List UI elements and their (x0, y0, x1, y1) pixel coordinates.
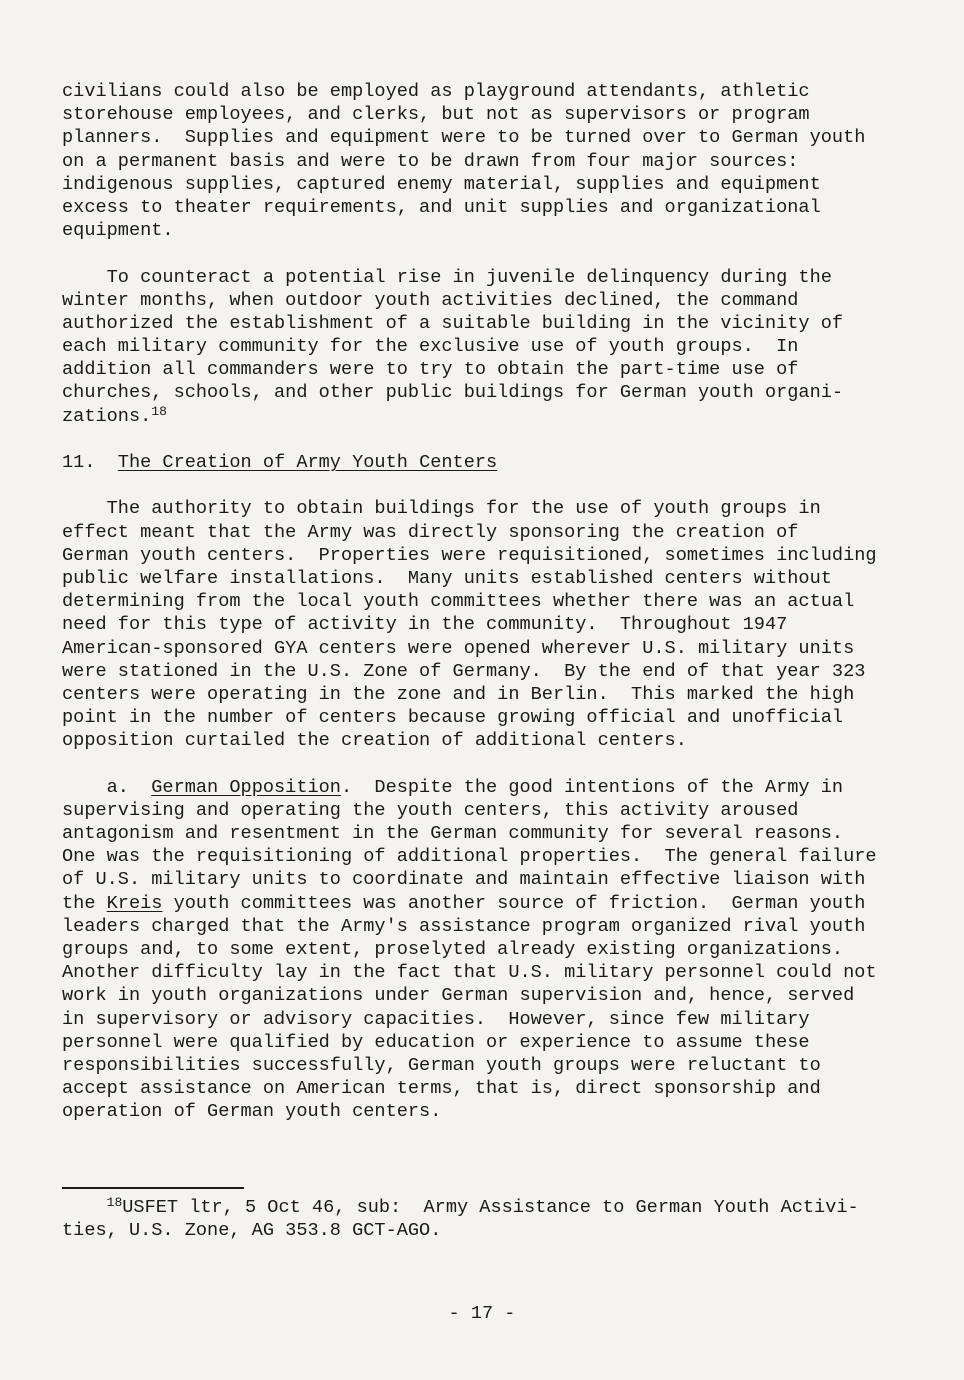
text-line: on a permanent basis and were to be drawn from four major sources: (62, 150, 799, 172)
text-line (62, 405, 932, 428)
footnote-line: ties, U.S. Zone, AG 353.8 GCT-AGO. (62, 1220, 442, 1242)
text-line (62, 776, 932, 799)
text-line: operation of German youth centers. (62, 1101, 442, 1123)
section-title: The Creation of Army Youth Centers (117, 452, 498, 473)
text-line: winter months, when outdoor youth activities declined, the command (62, 289, 799, 311)
text-line: The authority to obtain buildings for the use of youth groups in (62, 498, 821, 520)
text-line: work in youth organizations under German supervision and, hence, served (62, 985, 855, 1007)
subsection-heading: German Opposition (151, 776, 341, 798)
subsection-prefix: a. (62, 776, 152, 798)
text-line: each military community for the exclusive use of youth groups. In (62, 336, 799, 358)
text-line: effect meant that the Army was directly sponsoring the creation of (62, 521, 799, 543)
text-fragment: zations. (62, 405, 152, 427)
text-line: authorized the establishment of a suitable building in the vicinity of (62, 312, 844, 334)
footnote-reference: 18 (151, 403, 167, 419)
centers-paragraph (62, 497, 932, 752)
text-line: supervising and operating the youth centers, this activity aroused (62, 799, 799, 821)
text-line: of U.S. military units to coordinate and maintain effective liaison with (62, 869, 866, 891)
text-line: excess to theater requirements, and unit supplies and organizational (62, 196, 821, 218)
page-number: - 17 - (448, 1303, 516, 1324)
section-heading (62, 451, 932, 474)
text-line: equipment. (62, 220, 174, 242)
text-line: addition all commanders were to try to obtain the part-time use of (62, 359, 799, 381)
text-line (62, 892, 932, 915)
section-number: 11. (62, 452, 118, 473)
text-line: antagonism and resentment in the German community for several reasons. (62, 823, 844, 844)
opposition-paragraph (62, 776, 932, 1124)
top-paragraph (62, 80, 932, 242)
footnote-line (62, 1196, 932, 1219)
text-line: planners. Supplies and equipment were to be turned over to German youth (62, 127, 866, 149)
text-line: To counteract a potential rise in juvenile delinquency during the (62, 266, 832, 288)
text-line: responsibilities successfully, German youth groups were reluctant to (62, 1054, 821, 1076)
text-line: were stationed in the U.S. Zone of Germany. By the end of that year 323 (62, 660, 866, 682)
text-line: One was the requisitioning of additional properties. The general failure (62, 846, 877, 868)
text-fragment: . Despite the good intentions of the Army in (340, 776, 844, 798)
text-line: need for this type of activity in the community. Throughout 1947 (62, 614, 788, 636)
counteract-paragraph (62, 266, 932, 428)
text-line: in supervisory or advisory capacities. However, since few military (62, 1008, 810, 1030)
text-fragment: youth committees was another source of friction. German youth (162, 892, 866, 914)
footnote-divider (62, 1187, 244, 1189)
text-fragment: the (62, 892, 107, 914)
footnote (62, 1196, 932, 1242)
text-line: point in the number of centers because growing official and unofficial (62, 707, 844, 729)
text-line: Another difficulty lay in the fact that U.S. military personnel could not (62, 962, 877, 984)
text-line: German youth centers. Properties were requisitioned, sometimes including (62, 544, 877, 566)
footnote-number: 18 (106, 1195, 123, 1210)
text-line: churches, schools, and other public buildings for German youth organi- (62, 382, 844, 404)
text-line: leaders charged that the Army's assistance program organized rival youth (62, 915, 866, 937)
text-line: determining from the local youth committees whether there was an actual (62, 591, 855, 613)
text-line: personnel were qualified by education or experience to assume these (62, 1031, 810, 1053)
document-body (62, 80, 932, 1123)
text-line: American-sponsored GYA centers were opened wherever U.S. military units (62, 637, 855, 659)
text-line: public welfare installations. Many units established centers without (62, 567, 832, 589)
kreis-term: Kreis (106, 892, 163, 914)
text-line: opposition curtailed the creation of additional centers. (62, 730, 687, 752)
text-line: accept assistance on American terms, that is, direct sponsorship and (62, 1078, 821, 1100)
text-line: storehouse employees, and clerks, but not as supervisors or program (62, 104, 810, 126)
footnote-text: USFET ltr, 5 Oct 46, sub: Army Assistance to German Youth Activi- (122, 1197, 859, 1218)
text-line: indigenous supplies, captured enemy material, supplies and equipment (62, 173, 821, 195)
text-line: civilians could also be employed as playground attendants, athletic (62, 81, 810, 102)
text-line: groups and, to some extent, proselyted already existing organizations. (62, 938, 844, 960)
text-line: centers were operating in the zone and in Berlin. This marked the high (62, 683, 855, 705)
